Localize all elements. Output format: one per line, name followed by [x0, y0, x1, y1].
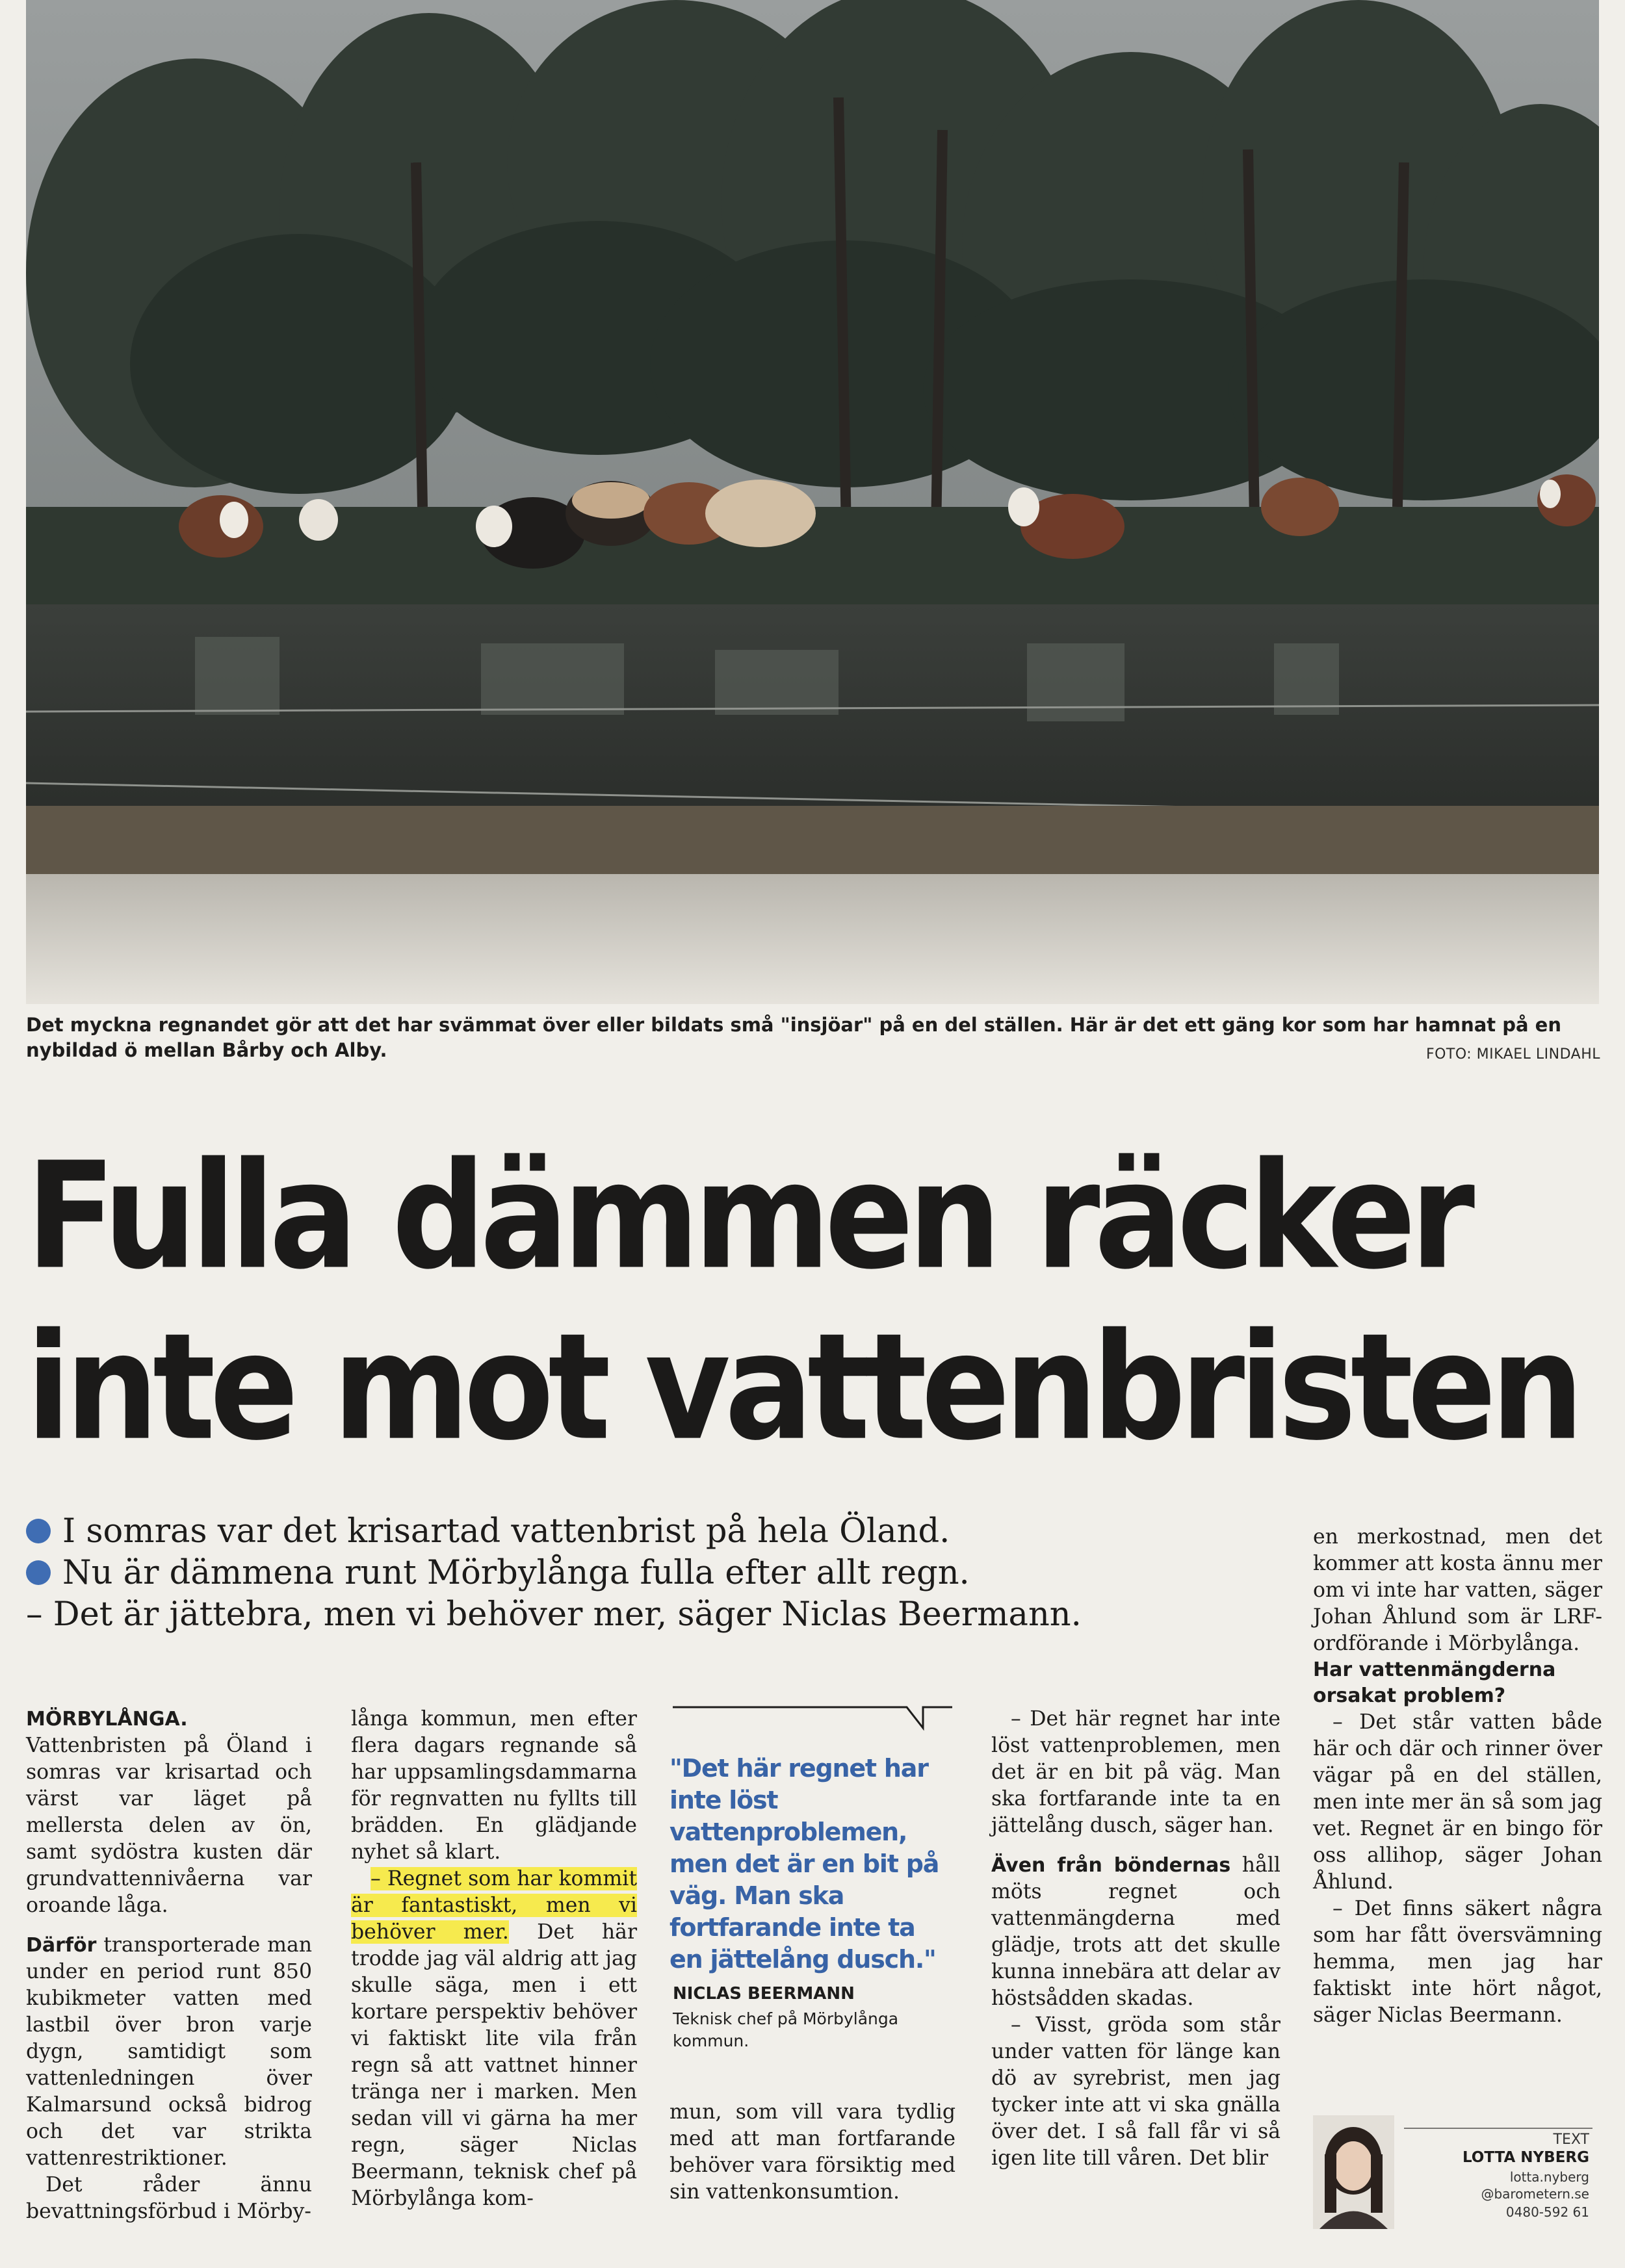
lead-in: Därför: [26, 1934, 97, 1957]
paragraph: – Det finns säkert några som har fått översvämning hemma, men jag har faktiskt inte hört något, säger Niclas Beermann.: [1313, 1897, 1602, 2027]
paragraph: – Det står vatten både här och där och rinner över vägar på en del ställen, men inte mer än så som jag vet. Regnet är en bingo för oss allihop, säger Johan Åhlund.: [1313, 1710, 1602, 1894]
author-email-domain: @barometern.se: [1481, 2186, 1589, 2202]
paragraph: en merkostnad, men det kommer att kosta ännu mer om vi inte har vatten, säger Johan Åhlund som är LRF-ordförande i Mörbylånga.: [1313, 1525, 1602, 1655]
blue-bullet-icon: [26, 1519, 51, 1543]
article-column-1: [26, 1706, 312, 2225]
author-phone: 0480-592 61: [1505, 2204, 1589, 2220]
byline-divider: [1404, 2128, 1592, 2129]
photo-caption: Det myckna regnandet gör att det har svämmat över eller bildats små "insjöar" på en del ställen. Här är det ett gäng kor som har hamnat på en nybildad ö mellan Bårby och Alby.: [26, 1014, 1561, 1061]
article-column-3: [670, 2099, 956, 2206]
paragraph: – Det här regnet har inte löst vattenproblemen, men det är en bit på väg. Man ska fortfarande inte ta en jättelång dusch, säger han.: [991, 1707, 1280, 1837]
pull-quote-name: NICLAS BEERMANN: [673, 1984, 855, 2004]
paragraph: Även från böndernas håll möts regnet och vattenmängderna med glädje, trots att det skulle kunna innebära att delar av höstsådden skadas.: [991, 1853, 1280, 2010]
headline: [26, 1131, 1599, 1473]
quote-bubble-frame: [673, 1706, 952, 1732]
headline-line-1: Fulla dämmen räcker: [26, 1129, 1470, 1302]
ingress-quote: – Det är jättebra, men vi behöver mer, säger Niclas Beermann.: [26, 1595, 1082, 1634]
article-column-2: [351, 1706, 637, 2212]
lead-in: Även från böndernas: [991, 1854, 1231, 1877]
ingress-item-1: I somras var det krisartad vattenbrist på hela Öland.: [26, 1511, 1261, 1553]
paragraph: Därför transporterade man under en period runt 850 kubikmeter vatten med lastbil över bron varje dygn, samtidigt som vattenledningen över Kalmarsund också bidrog och det var strikta vattenrestriktioner.: [26, 1933, 313, 2170]
dateline: MÖRBYLÅNGA.: [26, 1708, 188, 1731]
subheading: Har vattenmängderna orsakat problem?: [1313, 1658, 1556, 1707]
paragraph: mun, som vill vara tydlig med att man fortfarande behöver vara försiktig med sin vattenkonsumtion.: [670, 2100, 956, 2204]
paragraph: långa kommun, men efter flera dagars regnande så har uppsamlingsdammarna för regnvatten nu fyllts till brädden. En glädjande nyhet så klart.: [351, 1707, 637, 1864]
photo-credit: FOTO: MIKAEL LINDAHL: [1425, 1046, 1600, 1063]
highlighted-quote: – Regnet som har kommit är fantastiskt, men vi behöver mer.: [351, 1867, 637, 1944]
paragraph: – Regnet som har kommit är fantastiskt, men vi behöver mer. Det här trodde jag väl aldrig att jag skulle säga, men i ett kortare perspektiv behöver vi faktiskt lite vila från regn så att vattnet hinner tränga ner i marken. Men sedan vill vi gärna ha mer regn, säger Niclas Beermann, teknisk chef på Mörbylånga kom-: [351, 1867, 638, 2210]
ingress: [26, 1511, 1261, 1636]
byline-label: TEXT: [1553, 2132, 1589, 2148]
paragraph: – Visst, gröda som står under vatten för länge kan dö av syrebrist, men jag tycker inte att vi ska gnälla över det. I så fall får vi så igen lite till våren. Det blir: [991, 2013, 1280, 2170]
cows-flooded-meadow-illustration: [26, 0, 1599, 1004]
paragraph: MÖRBYLÅNGA. Vattenbristen på Öland i somras var krisartad och värst var läget på mellersta delen av ön, samt sydöstra kusten där grundvattennivåerna var oroande låga.: [26, 1708, 312, 1917]
headline-line-2: inte mot vattenbristen: [26, 1301, 1579, 1473]
pull-quote: "Det här regnet har inte löst vattenproblemen, men det är en bit på väg. Man ska fortfarande inte ta en jättelång dusch.": [670, 1754, 939, 1974]
ingress-item-2: Nu är dämmena runt Mörbylånga fulla efter allt regn.: [26, 1553, 1261, 1594]
article-column-4: [991, 1706, 1280, 2172]
blue-bullet-icon: [26, 1560, 51, 1585]
author-avatar: [1313, 2115, 1394, 2229]
author-email-user: lotta.nyberg: [1509, 2169, 1589, 2185]
paragraph: Det råder ännu bevattningsförbud i Mörby-: [26, 2173, 312, 2223]
pull-quote-role: Teknisk chef på Mörbylånga kommun.: [673, 2009, 899, 2050]
article-column-5: [1313, 1524, 1602, 2029]
article-photo: [26, 0, 1599, 1004]
author-name: LOTTA NYBERG: [1462, 2149, 1589, 2166]
